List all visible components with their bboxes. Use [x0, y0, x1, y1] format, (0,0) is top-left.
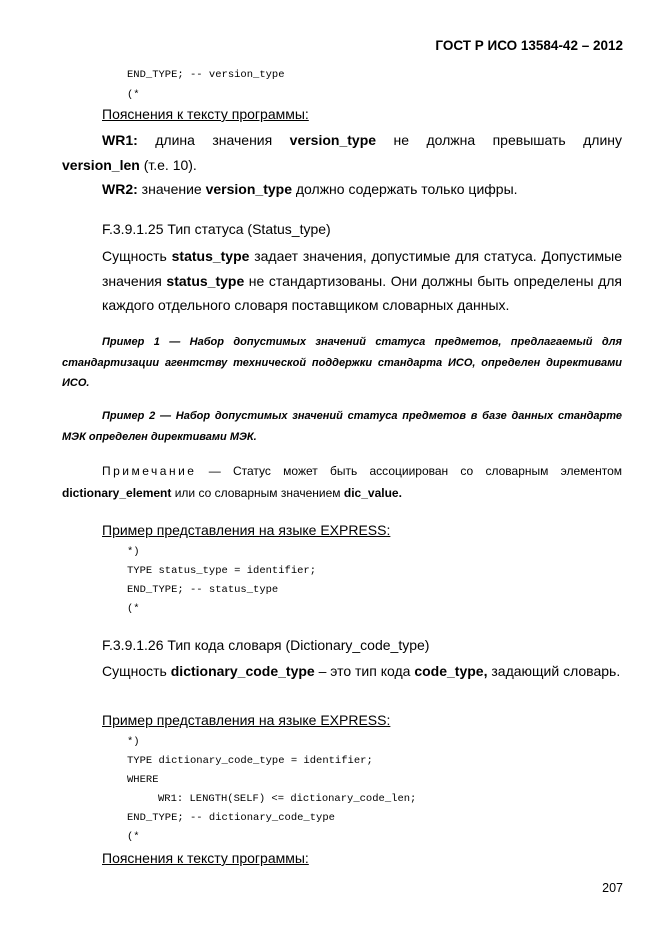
dict-term: code_type, [414, 663, 488, 679]
note-label: Примечание [102, 464, 197, 478]
wr2-label: WR2: [102, 181, 138, 197]
code-line: END_TYPE; -- version_type [127, 69, 285, 81]
code-line: *) [127, 546, 140, 558]
wr1-text: не должна превышать длину [376, 132, 623, 148]
wr1-paragraph [62, 128, 622, 177]
wr2-text: значение [137, 181, 206, 197]
wr1-label: WR1: [102, 132, 138, 148]
note-term: dic_value. [343, 486, 402, 500]
explanations-heading: Пояснения к тексту программы: [102, 106, 309, 122]
note-text: — Статус может быть ассоциирован со словарным элементом [196, 464, 622, 478]
wr2-paragraph [62, 177, 622, 202]
code-line: TYPE status_type = identifier; [127, 565, 317, 577]
dict-text: задающий словарь. [487, 663, 621, 679]
wr2-term: version_type [205, 181, 292, 197]
example-2: Пример 2 — Набор допустимых значений статуса предметов в базе данных стандарте МЭК определен директивами МЭК. [62, 410, 622, 443]
status-term: status_type [171, 248, 250, 264]
code-line: *) [127, 736, 140, 748]
section-title: F.3.9.1.26 Тип кода словаря (Dictionary_code_type) [102, 637, 430, 653]
explanations-heading: Пояснения к тексту программы: [102, 850, 309, 866]
page-number: 207 [602, 881, 623, 895]
code-line: (* [127, 603, 140, 615]
section-title: F.3.9.1.25 Тип статуса (Status_type) [102, 221, 331, 237]
code-line: (* [127, 831, 140, 843]
status-text: задает значения, допустимые для статуса. Допустимые значения [102, 248, 623, 289]
express-heading: Пример представления на языке EXPRESS: [102, 712, 391, 728]
wr1-text: длина значения [137, 132, 290, 148]
dict-text: Сущность [102, 663, 171, 679]
status-text: не стандартизованы. Они должны быть определены для каждого отдельного словаря поставщиком словарных данных. [102, 272, 622, 313]
status-term: status_type [166, 272, 245, 289]
note-text: или со словарным значением [171, 486, 344, 500]
code-line: WR1: LENGTH(SELF) <= dictionary_code_len; [158, 793, 417, 805]
status-text: Сущность [102, 248, 172, 264]
code-line: TYPE dictionary_code_type = identifier; [127, 755, 373, 767]
code-line: END_TYPE; -- dictionary_code_type [127, 812, 335, 824]
wr1-term: version_len [62, 156, 140, 173]
express-heading: Пример представления на языке EXPRESS: [102, 522, 391, 538]
dict-code-paragraph [62, 659, 622, 684]
code-line: END_TYPE; -- status_type [127, 584, 279, 596]
note-paragraph [62, 460, 622, 504]
wr1-term: version_type [289, 132, 377, 148]
wr2-text: должно содержать только цифры. [291, 181, 518, 197]
dict-term: dictionary_code_type [170, 663, 315, 679]
note-term: dictionary_element [62, 486, 172, 500]
wr1-text: (т.е. 10). [139, 156, 197, 173]
example-1: Пример 1 — Набор допустимых значений статуса предметов, предлагаемый для стандартизации агентству технической поддержки стандарта ИСО, определен директивами ИСО. [62, 336, 622, 389]
code-line: (* [127, 89, 140, 101]
document-header: ГОСТ Р ИСО 13584-42 – 2012 [435, 38, 623, 53]
dict-text: – это тип кода [314, 663, 415, 679]
status-paragraph [62, 244, 622, 318]
code-line: WHERE [127, 774, 159, 786]
